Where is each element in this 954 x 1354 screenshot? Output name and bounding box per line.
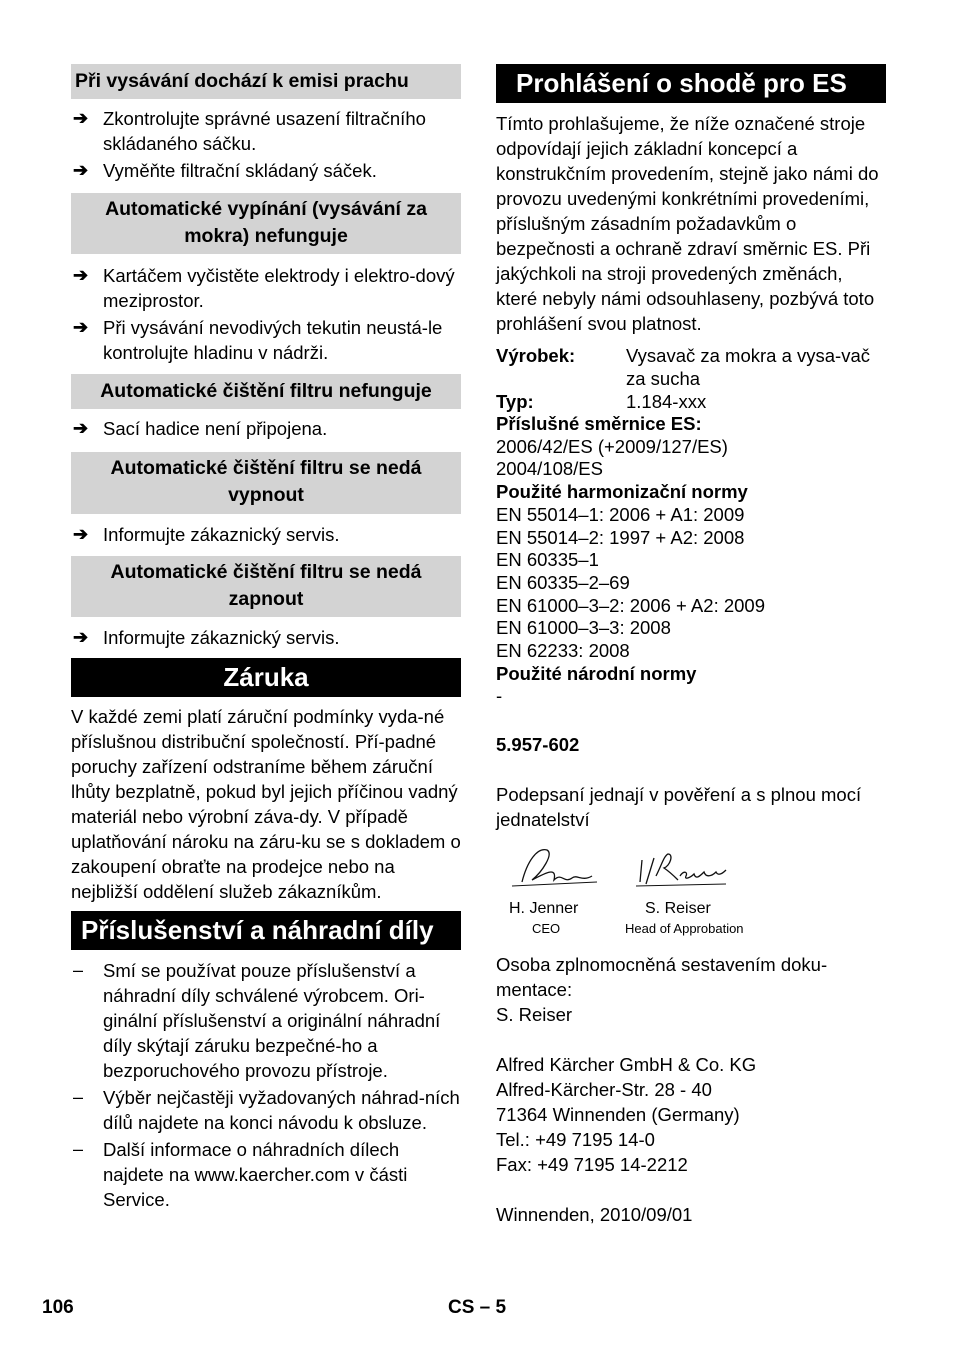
place-date: Winnenden, 2010/09/01 (496, 1204, 693, 1226)
heading-filter-cleaning-on: Automatické čištění filtru se nedá zapnout (71, 556, 461, 617)
heading-auto-shutoff: Automatické vypínání (vysávání za mokra) nefunguje (71, 193, 461, 254)
type-value: 1.184-xxx (626, 391, 707, 412)
signer1-role: CEO (532, 921, 561, 937)
arrow-icon: ➔ (73, 418, 89, 438)
heading-warranty: Záruka (71, 658, 461, 697)
national-label: Použité národní normy (496, 662, 697, 684)
authorized-text: Osoba zplnomocněná sestavením doku-mentace: (496, 954, 828, 1001)
heading-filter-cleaning-off: Automatické čištění filtru se nedá vypnout (71, 452, 461, 514)
dash-bullet: – (73, 1139, 84, 1159)
heading-declaration: Prohlášení o shodě pro ES (496, 64, 886, 103)
arrow-icon: ➔ (73, 317, 89, 337)
dash-bullet: – (73, 960, 84, 980)
harmonized-item: EN 60335–2–69 (496, 571, 630, 593)
list-dust-emission (71, 106, 461, 183)
signer1-name: H. Jenner (509, 900, 579, 918)
signatures (496, 844, 886, 936)
declaration-intro: Tímto prohlašujeme, že níže označené stroje odpovídají jejich základní koncepcí a konstrukčním provedením, stejně jako námi do provozu uvedenými konkrétními provedeními, příslušným zásadním požadavkům o bezpečnosti a ochraně zdraví směrnic ES. Při jakýchkoli na stroji provedených změnách, které nebyly námi odsouhlaseny, pozbývá toto prohlášení svou platnost. (496, 113, 879, 334)
list-item: ➔ Sací hadice není připojena. (73, 418, 328, 439)
list-item: – Smí se používat pouze příslušenství a náhradní díly schválené výrobcem. Ori-ginální příslušenství a originální náhradní díly skýtají záruku bezpečné-ho a bezporuchového provozu přístroje. (73, 960, 441, 1081)
list-filter-cleaning-on (71, 625, 461, 650)
address-line: 71364 Winnenden (Germany) (496, 1104, 740, 1126)
arrow-icon: ➔ (73, 627, 89, 647)
harmonized-item: EN 62233: 2008 (496, 640, 630, 662)
signer2-name: S. Reiser (645, 900, 711, 918)
left-column (71, 64, 461, 1212)
harmonized-item: EN 61000–3–3: 2008 (496, 617, 671, 639)
list-item: – Výběr nejčastěji vyžadovaných náhrad-ních dílů najdete na konci návodu k obsluze. (73, 1087, 460, 1133)
arrow-icon: ➔ (73, 108, 89, 128)
signer2-role: Head of Approbation (625, 921, 744, 937)
arrow-icon: ➔ (73, 265, 89, 285)
page-number: 106 (42, 1297, 74, 1318)
harmonized-item: EN 55014–2: 1997 + A2: 2008 (496, 526, 745, 548)
type-label: Typ: (496, 391, 534, 412)
directive-item: 2006/42/ES (+2009/127/ES) (496, 435, 728, 457)
arrow-icon: ➔ (73, 160, 89, 180)
heading-accessories: Příslušenství a náhradní díly (71, 911, 461, 950)
product-value: Vysavač za mokra a vysa-vač za sucha (626, 345, 871, 389)
right-column (496, 64, 886, 1227)
list-item: – Další informace o náhradních dílech najdete na www.kaercher.com v části Service. (73, 1139, 408, 1210)
dash-bullet: – (73, 1087, 84, 1107)
harmonized-item: EN 55014–1: 2006 + A1: 2009 (496, 503, 745, 525)
list-auto-shutoff (71, 263, 461, 365)
address-line: Tel.: +49 7195 14-0 (496, 1129, 655, 1151)
directives-label: Příslušné směrnice ES: (496, 413, 702, 434)
signature-reiser (634, 846, 734, 890)
type-row (496, 390, 886, 413)
list-item: ➔ Zkontrolujte správné usazení filtračního skládaného sáčku. (73, 108, 426, 154)
signature-jenner (502, 842, 602, 892)
list-item: ➔ Vyměňte filtrační skládaný sáček. (73, 160, 377, 181)
arrow-icon: ➔ (73, 524, 89, 544)
address-line: Fax: +49 7195 14-2212 (496, 1154, 688, 1176)
authorized-name: S. Reiser (496, 1004, 573, 1026)
list-item: ➔ Kartáčem vyčistěte elektrody i elektro-dový meziprostor. (73, 265, 455, 311)
list-filter-cleaning-fails (71, 416, 461, 441)
product-label: Výrobek: (496, 345, 576, 366)
product-info (496, 344, 886, 708)
warranty-text: V každé zemi platí záruční podmínky vyda-né příslušnou distribuční společností. Pří-padné poruchy zařízení odstraníme během záruční lhůty bezplatně, pokud byl jejich příčinou vadný materiál nebo výrobní záva-dy. V případě uplatňování nároku na záru-ku se s dokladem o zakoupení obraťte na prodejce nebo na nejbližší oddělení služeb zákazníkům. (71, 706, 461, 902)
list-item: ➔ Při vysávání nevodivých tekutin neustá-le kontrolujte hladinu v nádrži. (73, 317, 443, 363)
heading-dust-emission: Při vysávání dochází k emisi prachu (71, 64, 461, 99)
harmonized-item: EN 61000–3–2: 2006 + A2: 2009 (496, 594, 765, 616)
section-marker: CS – 5 (448, 1297, 507, 1318)
list-item: ➔ Informujte zákaznický servis. (73, 524, 340, 545)
list-accessories (71, 958, 461, 1212)
document-number: 5.957-602 (496, 734, 580, 756)
address-block (496, 1052, 886, 1177)
address-line: Alfred Kärcher GmbH & Co. KG (496, 1054, 757, 1076)
harmonized-item: EN 60335–1 (496, 549, 599, 571)
heading-filter-cleaning-fails: Automatické čištění filtru nefunguje (71, 374, 461, 409)
directive-item: 2004/108/ES (496, 458, 603, 480)
list-item: ➔ Informujte zákaznický servis. (73, 627, 340, 648)
harmonized-label: Použité harmonizační normy (496, 481, 748, 503)
list-filter-cleaning-off (71, 522, 461, 547)
address-line: Alfred-Kärcher-Str. 28 - 40 (496, 1079, 712, 1101)
product-row (496, 344, 886, 390)
national-value: - (496, 685, 503, 707)
signed-text: Podepsaní jednají v pověření a s plnou mocí jednatelství (496, 784, 862, 831)
